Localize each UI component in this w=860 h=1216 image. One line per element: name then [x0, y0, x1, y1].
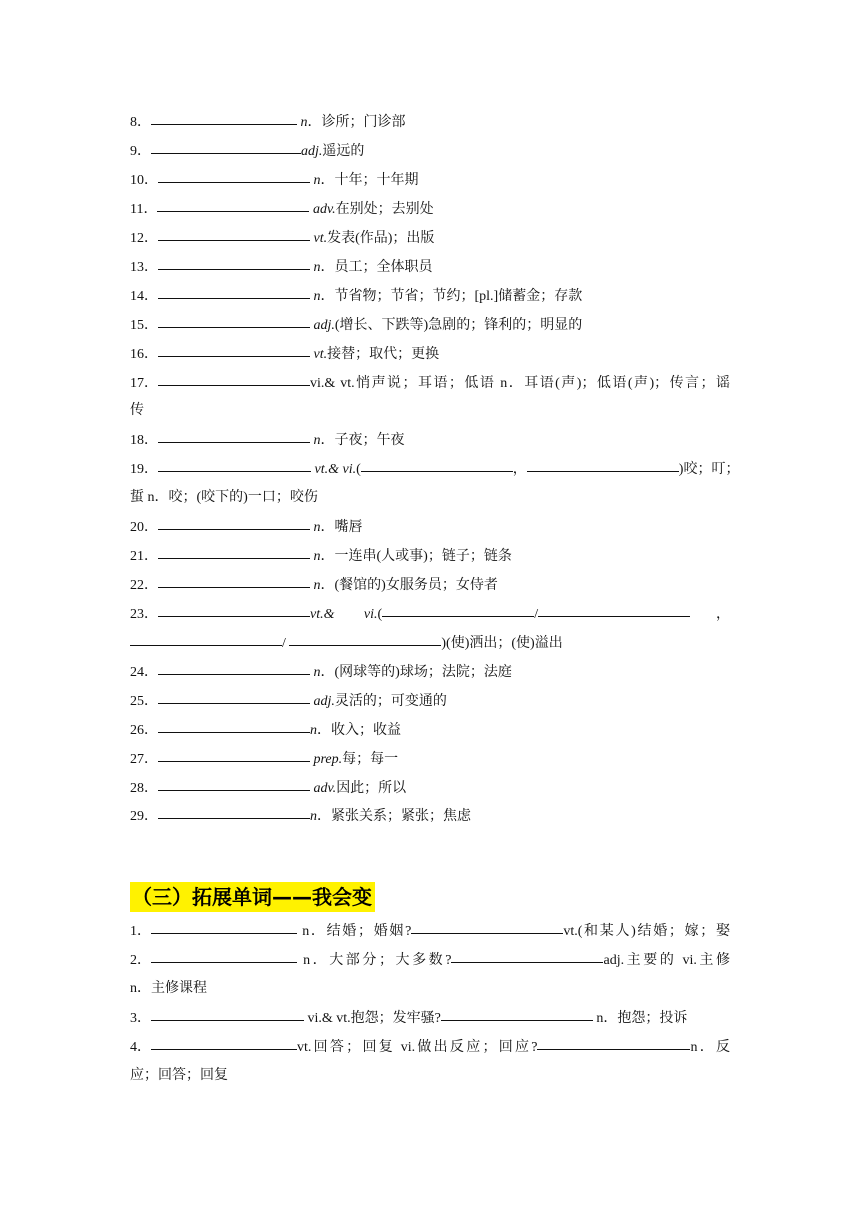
- answer-blank[interactable]: [158, 546, 310, 559]
- definition: 发表(作品)；出版: [327, 231, 435, 246]
- answer-blank[interactable]: [151, 1008, 304, 1021]
- item-number: 8．: [130, 115, 151, 130]
- section-heading: （三）拓展单词——我会变: [130, 882, 375, 912]
- vocab-item-17-continued: [130, 401, 730, 421]
- answer-blank[interactable]: [158, 430, 310, 443]
- definition: ．节省物；节省；节约；[pl.]储蓄金；存款: [320, 289, 583, 304]
- separator: ，: [690, 607, 730, 622]
- definition-b: adj.主要的 vi.主修: [603, 953, 731, 968]
- part-of-speech: vt.& vi.: [314, 462, 357, 477]
- part-of-speech: vt.& vi.: [310, 607, 378, 622]
- past-participle-blank[interactable]: [527, 459, 679, 472]
- answer-blank[interactable]: [158, 604, 310, 617]
- definition: ．子夜；午夜: [320, 433, 405, 448]
- definition: 因此；所以: [336, 781, 407, 796]
- item-number: 28．: [130, 781, 158, 796]
- item-number: 4．: [130, 1040, 151, 1055]
- definition-continued: 蜇 n．咬；(咬下的)一口；咬伤: [130, 490, 318, 505]
- part-of-speech: n: [313, 520, 321, 535]
- derived-word-blank[interactable]: [451, 950, 603, 963]
- item-number: 11．: [130, 202, 158, 217]
- part-of-speech: vt.: [313, 231, 328, 246]
- paren-open: (: [356, 462, 361, 477]
- item-number: 2．: [130, 953, 151, 968]
- definition: 接替；取代；更换: [327, 347, 440, 362]
- item-number: 16．: [130, 347, 158, 362]
- item-number: 15．: [130, 318, 158, 333]
- answer-blank[interactable]: [158, 806, 310, 819]
- item-number: 17．: [130, 376, 158, 391]
- vocab-item-23-continued: [130, 633, 730, 654]
- item-number: 24．: [130, 665, 158, 680]
- answer-blank[interactable]: [158, 257, 310, 270]
- answer-blank[interactable]: [158, 720, 310, 733]
- answer-blank[interactable]: [158, 517, 310, 530]
- definition: )咬；叮；: [678, 462, 740, 477]
- item-number: 27．: [130, 752, 158, 767]
- part-of-speech: n: [313, 173, 321, 188]
- answer-blank[interactable]: [158, 749, 310, 762]
- past-participle-blank-2[interactable]: [289, 633, 441, 646]
- part-of-speech: adv.: [312, 202, 336, 217]
- definition: )(使)洒出；(使)溢出: [441, 636, 563, 651]
- answer-blank[interactable]: [158, 575, 310, 588]
- part-of-speech: prep.: [313, 752, 343, 767]
- definition-a: vi.& vt.抱怨；发牢骚?: [307, 1011, 441, 1026]
- definition-a: n．大部分；大多数?: [303, 953, 452, 968]
- vocab-item-8: [130, 112, 730, 133]
- answer-blank[interactable]: [151, 1037, 297, 1050]
- item-number: 19．: [130, 462, 158, 477]
- vocab-item-28: [130, 778, 730, 799]
- extend-item-2-continued: [130, 979, 730, 999]
- definition-b: vt.(和某人)结婚；嫁；娶: [563, 924, 731, 939]
- past-tense-blank-1[interactable]: [382, 604, 534, 617]
- item-number: 13．: [130, 260, 158, 275]
- definition: ．十年；十年期: [320, 173, 419, 188]
- item-number: 25．: [130, 694, 158, 709]
- definition-continued: 应；回答；回复: [130, 1068, 228, 1083]
- vocab-item-25: [130, 691, 730, 712]
- item-number: 9．: [130, 144, 151, 159]
- definition: ．收入；收益: [317, 723, 401, 738]
- extend-item-4-continued: [130, 1066, 730, 1086]
- item-number: 3．: [130, 1011, 151, 1026]
- extend-item-2: [130, 950, 730, 971]
- item-number: 20．: [130, 520, 158, 535]
- answer-blank[interactable]: [158, 170, 310, 183]
- derived-word-blank[interactable]: [441, 1008, 593, 1021]
- definition: ．一连串(人或事)；链子；链条: [320, 549, 512, 564]
- answer-blank[interactable]: [158, 459, 311, 472]
- answer-blank[interactable]: [158, 228, 310, 241]
- extend-item-3: [130, 1008, 730, 1029]
- part-of-speech: adj.: [313, 694, 335, 709]
- separator: ，: [512, 462, 527, 477]
- definition: ．(网球等的)球场；法院；法庭: [320, 665, 512, 680]
- definition: 每；每一: [342, 752, 399, 767]
- part-of-speech: n: [310, 809, 317, 824]
- vocab-item-23: [130, 604, 730, 625]
- definition: ．(餐馆的)女服务员；女侍者: [320, 578, 498, 593]
- vocab-item-11: [130, 199, 730, 220]
- slash: /: [534, 607, 539, 622]
- item-number: 21．: [130, 549, 158, 564]
- answer-blank[interactable]: [158, 778, 310, 791]
- vocab-item-19-continued: [130, 488, 730, 508]
- derived-word-blank[interactable]: [411, 921, 563, 934]
- item-number: 29．: [130, 809, 158, 824]
- vocab-item-18: [130, 430, 730, 451]
- part-of-speech: adv.: [313, 781, 337, 796]
- answer-blank[interactable]: [158, 344, 310, 357]
- answer-blank[interactable]: [151, 141, 301, 154]
- vocab-item-27: [130, 749, 730, 770]
- definition: vi.& vt.悄声说；耳语；低语 n．耳语(声)；低语(声)；传言；谣: [310, 376, 730, 391]
- definition: ．紧张关系；紧张；焦虑: [317, 809, 471, 824]
- past-tense-blank[interactable]: [361, 459, 513, 472]
- vocab-item-20: [130, 517, 730, 538]
- definition-a: vt.回答；回复 vi.做出反应；回应?: [297, 1040, 538, 1055]
- definition: (增长、下跌等)急剧的；锋利的；明显的: [334, 318, 583, 333]
- answer-blank[interactable]: [158, 373, 310, 386]
- item-number: 12．: [130, 231, 158, 246]
- part-of-speech: n: [313, 289, 321, 304]
- answer-blank[interactable]: [158, 662, 310, 675]
- definition-continued: n．主修课程: [130, 981, 207, 996]
- answer-blank[interactable]: [158, 315, 310, 328]
- definition: ．员工；全体职员: [320, 260, 433, 275]
- vocab-item-13: [130, 257, 730, 278]
- vocab-item-19: [130, 459, 740, 480]
- part-of-speech: n: [313, 665, 321, 680]
- definition-continued: 传: [130, 403, 144, 418]
- vocab-item-26: [130, 720, 730, 741]
- answer-blank[interactable]: [151, 921, 297, 934]
- vocab-item-29: [130, 806, 730, 827]
- definition: 在别处；去别处: [335, 202, 434, 217]
- extend-item-4: [130, 1037, 730, 1058]
- part-of-speech: n: [300, 115, 308, 130]
- item-number: 22．: [130, 578, 158, 593]
- answer-blank[interactable]: [151, 950, 297, 963]
- part-of-speech: adj.: [301, 144, 323, 159]
- vocab-item-12: [130, 228, 730, 249]
- past-tense-blank-2[interactable]: [538, 604, 690, 617]
- vocab-item-24: [130, 662, 730, 683]
- vocab-item-14: [130, 286, 730, 307]
- definition: ．嘴唇: [320, 520, 363, 535]
- item-number: 18．: [130, 433, 158, 448]
- definition-b: n．抱怨；投诉: [596, 1011, 688, 1026]
- item-number: 23．: [130, 607, 158, 622]
- definition: 遥远的: [322, 144, 365, 159]
- vocab-item-9: [130, 141, 730, 162]
- answer-blank[interactable]: [158, 691, 310, 704]
- item-number: 14．: [130, 289, 158, 304]
- definition: 灵活的；可变通的: [334, 694, 447, 709]
- definition-a: n．结婚；婚姻?: [302, 924, 412, 939]
- answer-blank[interactable]: [151, 112, 297, 125]
- slash: /: [282, 636, 286, 651]
- past-participle-blank-1[interactable]: [130, 633, 282, 646]
- item-number: 26．: [130, 723, 158, 738]
- part-of-speech: n: [313, 549, 321, 564]
- answer-blank[interactable]: [157, 199, 309, 212]
- definition-b: n．反: [690, 1040, 730, 1055]
- part-of-speech: vt.: [313, 347, 328, 362]
- extend-item-1: [130, 921, 730, 942]
- answer-blank[interactable]: [158, 286, 310, 299]
- vocab-item-10: [130, 170, 730, 191]
- part-of-speech: n: [310, 723, 317, 738]
- part-of-speech: adj.: [313, 318, 335, 333]
- vocab-item-22: [130, 575, 730, 596]
- vocab-item-17: [130, 373, 730, 394]
- part-of-speech: n: [313, 578, 321, 593]
- vocab-item-16: [130, 344, 730, 365]
- derived-word-blank[interactable]: [537, 1037, 690, 1050]
- paren-open: (: [377, 607, 383, 622]
- part-of-speech: n: [313, 433, 321, 448]
- definition: ．诊所；门诊部: [307, 115, 406, 130]
- part-of-speech: n: [313, 260, 321, 275]
- vocab-item-21: [130, 546, 730, 567]
- item-number: 10．: [130, 173, 158, 188]
- vocab-item-15: [130, 315, 730, 336]
- item-number: 1．: [130, 924, 151, 939]
